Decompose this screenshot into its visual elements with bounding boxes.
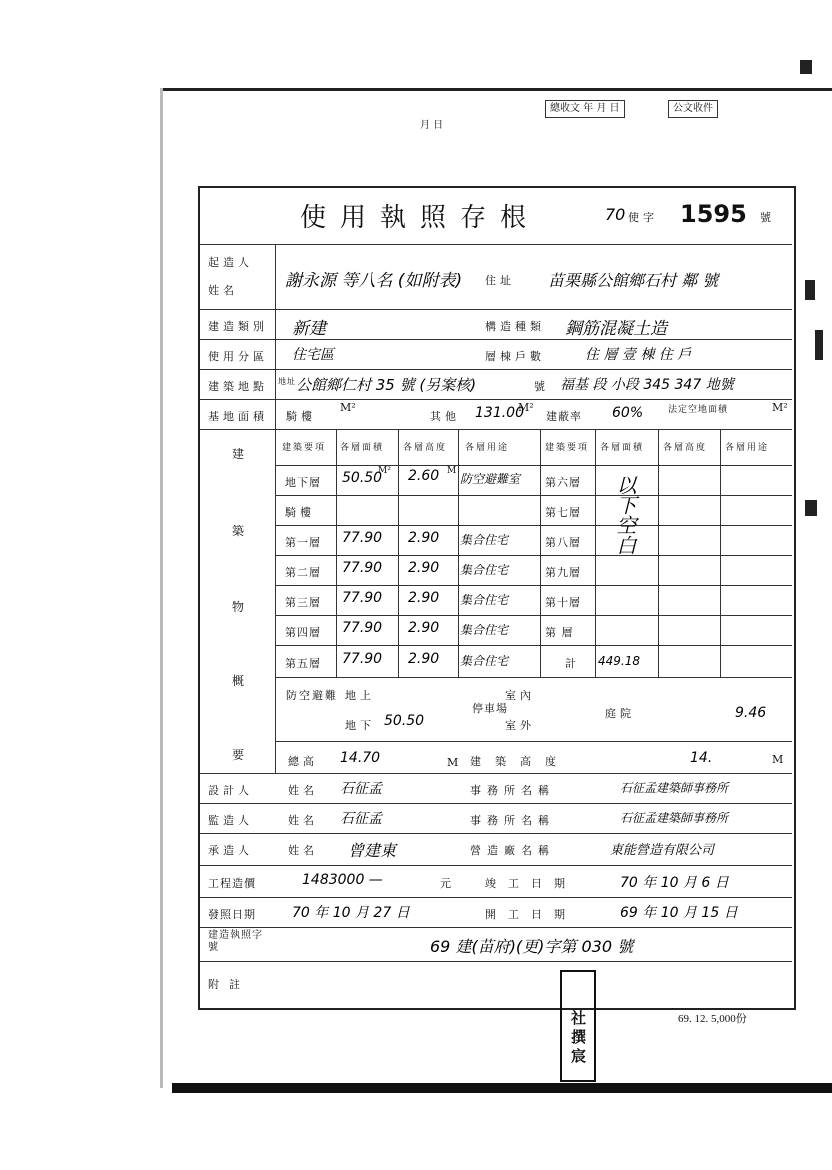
floor-area: 77.90 [342,620,383,636]
address-label: 住址 [485,274,515,287]
cost-unit: 元 [440,877,455,890]
total-height-label: 總高 [288,755,318,768]
floor-use: 集合住宅 [460,563,509,577]
start-date-value: 69 年 10 月 15 日 [620,905,738,921]
permit-type-mark: 使字 [628,211,658,224]
scan-noise [800,60,812,74]
floor-height: 2.90 [408,560,440,576]
name-label: 姓名 [288,814,318,827]
structure-value: 鋼筋混凝土造 [565,319,667,339]
scan-noise [805,500,817,516]
floor-area: 77.90 [342,590,383,606]
header-left-use: 各層用途 [465,443,510,453]
header-right-height: 各層高度 [663,443,708,453]
building-type-label: 建造類別 [208,320,268,333]
office-label: 事務所名稱 [470,814,555,827]
site-prefix: 地址 [278,377,296,386]
floor-item: 第一層 [285,536,321,549]
name-label: 姓名 [288,784,318,797]
shelter-label: 防空避難 [286,689,338,702]
site-no-label: 號 [534,380,549,393]
office-name: 石征孟建築師事務所 [620,781,729,795]
floor-area-total: 449.18 [598,654,640,668]
scan-noise [805,280,815,300]
note-label: 附註 [208,978,250,991]
area-label: 基地面積 [208,410,268,423]
permit-prefix: 70 [605,205,626,224]
form-title: 使用執照存根 [300,203,541,233]
floor-height: 2.90 [408,651,440,667]
office-name: 石征孟建築師事務所 [620,811,729,825]
start-date-label: 開工日期 [485,908,577,921]
person-name: 石征孟 [340,781,382,797]
floors-label: 層棟戶數 [485,350,545,363]
yard-value: 9.46 [735,705,767,721]
arcade-unit: M² [340,401,356,414]
floor-item: 第五層 [285,657,321,670]
coverage-value: 60% [612,405,644,421]
yard-label: 庭院 [605,707,635,720]
land-value: 福基 段 小段 345 347 地號 [560,377,734,393]
floor-use: 集合住宅 [460,593,509,607]
issue-date-label: 發照日期 [208,908,256,921]
person-name: 石征孟 [340,811,382,827]
total-height-value: 14.70 [340,750,381,766]
scan-bottom-edge [172,1083,832,1093]
structure-label: 構造種類 [485,320,545,333]
applicant-name-label: 姓名 [208,284,238,297]
building-height-value: 14. [690,750,713,766]
official-seal-text: 社撰宸 [569,1010,587,1067]
header-left-item: 建築要項 [282,443,327,453]
parking-label: 停車場 [472,702,508,715]
coverage-label: 建蔽率 [546,410,582,423]
floor-item: 第 層 [545,626,574,639]
site-label: 建築地點 [208,380,268,393]
other-label: 其他 [430,410,460,423]
floors-value: 住 層 壹 棟 住 戶 [585,347,692,363]
top-stamp-receipt: 總收文 年 月 日 [545,100,625,118]
floor-item: 第七層 [545,506,581,519]
complete-label: 竣工日期 [485,877,577,890]
office-label: 事務所名稱 [470,784,555,797]
scan-noise [815,330,823,360]
building-type-value: 新建 [292,319,326,339]
paper-left-edge [160,88,163,1088]
floor-area: 77.90 [342,530,383,546]
header-left-area: 各層面積 [340,443,385,453]
legal-unit: M² [772,401,788,414]
building-height-unit: M [772,753,784,766]
parking-indoor: 室內 [505,689,535,702]
legal-open-area-label: 法定空地面積 [668,405,729,415]
applicant-label: 起造人 [208,256,253,269]
paper-top-edge [160,88,832,91]
header-right-use: 各層用途 [725,443,770,453]
permit-no-value: 69 建(苗府)(更)字第 030 號 [430,937,634,956]
print-info: 69. 12. 5,000份 [678,1013,747,1025]
side-label-4: 概 [232,674,249,688]
address-value: 苗栗縣公館鄉石村 鄰 號 [548,271,719,290]
floor-area: 77.90 [342,651,383,667]
shelter-below-value: 50.50 [384,713,425,729]
header-right-area: 各層面積 [600,443,645,453]
applicant-name: 謝永源 等八名 (如附表) [285,271,463,291]
unit-height: M [447,466,457,476]
floor-area: 77.90 [342,560,383,576]
header-left-height: 各層高度 [403,443,448,453]
blank-below-note: 以下空白 [613,475,637,555]
total-height-unit: M [447,756,459,769]
use-zone-value: 住宅區 [292,347,334,363]
office-label: 營造廠名稱 [470,844,555,857]
office-name: 東能營造有限公司 [610,843,715,858]
unit-area: M² [378,466,391,476]
parking-outdoor: 室外 [505,719,535,732]
use-zone-label: 使用分區 [208,350,268,363]
cost-value: 1483000 — [302,872,383,888]
side-label-5: 要 [232,748,249,762]
site-address: 公館鄉仁村 35 號 (另案核) [296,376,477,394]
floor-item: 第八層 [545,536,581,549]
header-right-item: 建築要項 [545,443,590,453]
permit-suffix: 號 [760,211,775,224]
side-label-1: 建 [232,447,249,461]
side-label-2: 築 [232,524,249,538]
arcade-label: 騎樓 [286,410,316,423]
top-stamp-date: 月 日 [420,120,444,131]
building-height-label: 建築高度 [470,755,570,768]
floor-item: 第二層 [285,566,321,579]
floor-item: 地下層 [285,476,321,489]
complete-date: 70 年 10 月 6 日 [620,875,729,891]
floor-area: 50.50 [342,470,383,486]
floor-height: 2.90 [408,620,440,636]
other-unit: M² [518,401,534,414]
floor-item: 騎樓 [285,506,315,519]
floor-item: 第四層 [285,626,321,639]
floor-item: 第三層 [285,596,321,609]
floor-height: 2.90 [408,590,440,606]
name-label: 姓名 [288,844,318,857]
cost-label: 工程造價 [208,877,256,890]
permit-number: 1595 [680,200,747,228]
permit-no-label: 建造執照字號 [208,930,263,953]
issue-date-value: 70 年 10 月 27 日 [292,905,410,921]
floor-height: 2.90 [408,530,440,546]
top-stamp-document: 公文收件 [668,100,718,118]
shelter-below: 地下 [345,719,375,732]
side-label-3: 物 [232,600,249,614]
role-label: 監造人 [208,814,253,827]
other-value: 131.00 [475,405,524,421]
floor-item: 第六層 [545,476,581,489]
floor-use: 防空避難室 [460,472,521,486]
floor-item: 第十層 [545,596,581,609]
floor-use: 集合住宅 [460,533,509,547]
shelter-above: 地上 [345,689,375,702]
role-label: 承造人 [208,844,253,857]
floor-use: 集合住宅 [460,623,509,637]
floor-height: 2.60 [408,468,440,484]
person-name: 曾建東 [348,841,397,860]
role-label: 設計人 [208,784,253,797]
floor-use: 集合住宅 [460,654,509,668]
floor-item: 第九層 [545,566,581,579]
floor-item: 計 [565,657,577,670]
